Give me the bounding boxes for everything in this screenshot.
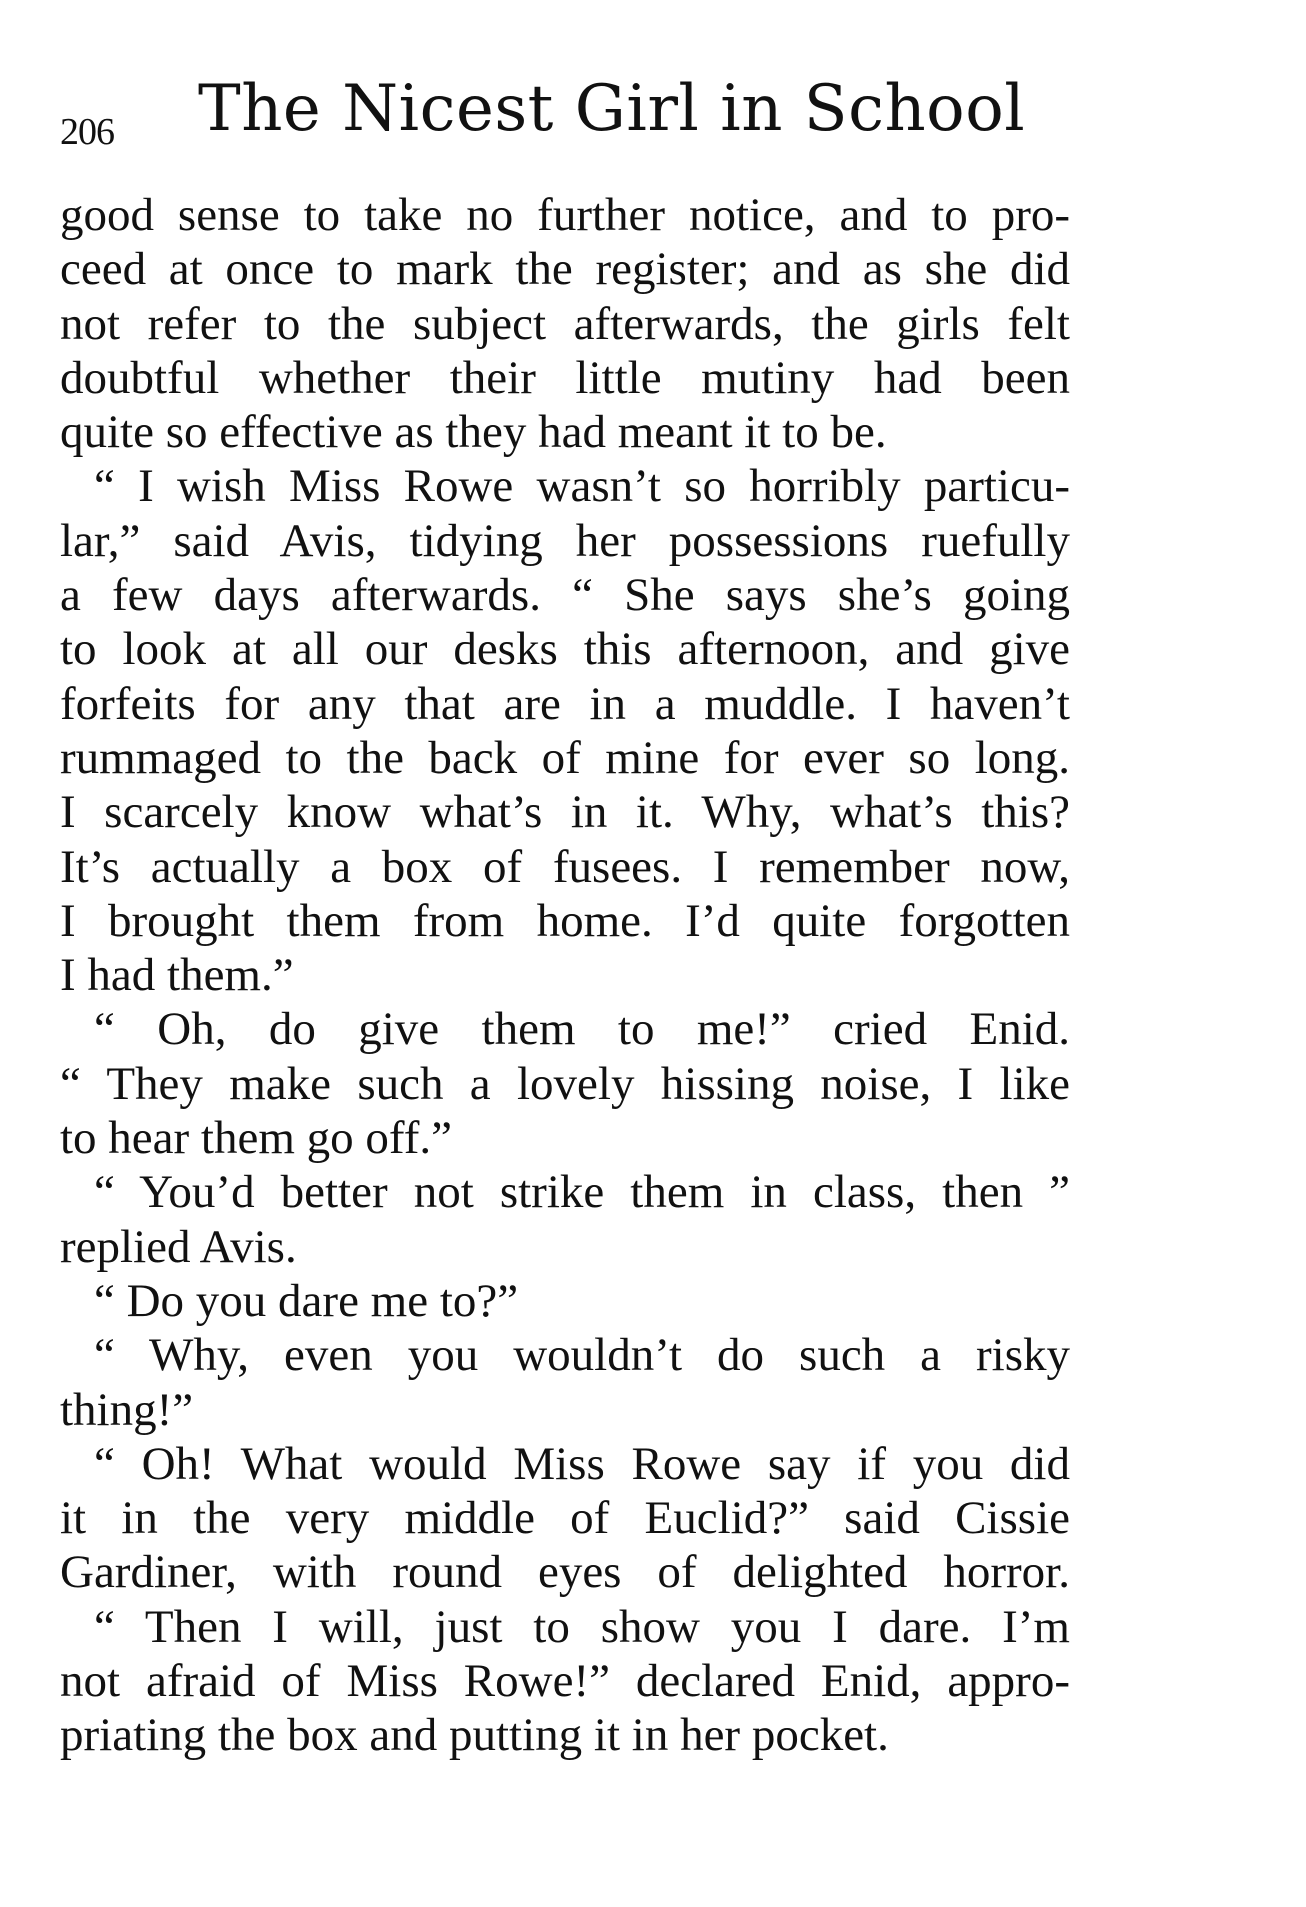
text-line: “ Oh, do give them to me!” cried Enid. (94, 1003, 1070, 1056)
text-line: It’s actually a box of fusees. I remember now, (60, 840, 1070, 893)
text-line: I brought them from home. I’d quite forgotten (60, 894, 1070, 947)
text-line: “ You’d better not strike them in class, then ” (94, 1166, 1070, 1219)
text-line: a few days afterwards. “ She says she’s going (60, 569, 1070, 622)
text-line: “ Why, even you wouldn’t do such a risky (94, 1329, 1070, 1382)
text-line: thing!” (60, 1383, 194, 1436)
text-line: priating the box and putting it in her pocket. (60, 1709, 889, 1762)
text-line: forfeits for any that are in a muddle. I haven’t (60, 677, 1070, 730)
text-line: not refer to the subject afterwards, the girls felt (60, 297, 1070, 350)
text-line: to hear them go off.” (60, 1112, 452, 1165)
text-line: not afraid of Miss Rowe!” declared Enid, appro- (60, 1655, 1070, 1708)
body-text (60, 188, 1070, 1763)
page-header (60, 72, 1070, 162)
text-line: “ I wish Miss Rowe wasn’t so horribly particu- (94, 460, 1070, 513)
text-line: it in the very middle of Euclid?” said Cissie (60, 1492, 1070, 1545)
text-line: Gardiner, with round eyes of delighted horror. (60, 1546, 1070, 1599)
text-line: “ Do you dare me to?” (94, 1274, 519, 1327)
text-line: lar,” said Avis, tidying her possessions ruefully (60, 514, 1070, 567)
text-line: ceed at once to mark the register; and as she did (60, 243, 1070, 296)
text-line: replied Avis. (60, 1220, 297, 1273)
text-line: “ Oh! What would Miss Rowe say if you did (94, 1437, 1070, 1490)
text-line: quite so effective as they had meant it to be. (60, 406, 887, 459)
running-title: The Nicest Girl in School (198, 72, 1026, 146)
text-line: rummaged to the back of mine for ever so long. (60, 731, 1070, 784)
text-line: I had them.” (60, 949, 294, 1002)
text-line: “ They make such a lovely hissing noise, I like (60, 1057, 1070, 1110)
text-line: doubtful whether their little mutiny had been (60, 351, 1070, 404)
text-line: I scarcely know what’s in it. Why, what’s this? (60, 786, 1070, 839)
text-line: to look at all our desks this afternoon, and give (60, 623, 1070, 676)
text-line: “ Then I will, just to show you I dare. I’m (94, 1600, 1070, 1653)
page-number: 206 (60, 111, 114, 153)
text-line: good sense to take no further notice, and to pro- (60, 189, 1070, 241)
